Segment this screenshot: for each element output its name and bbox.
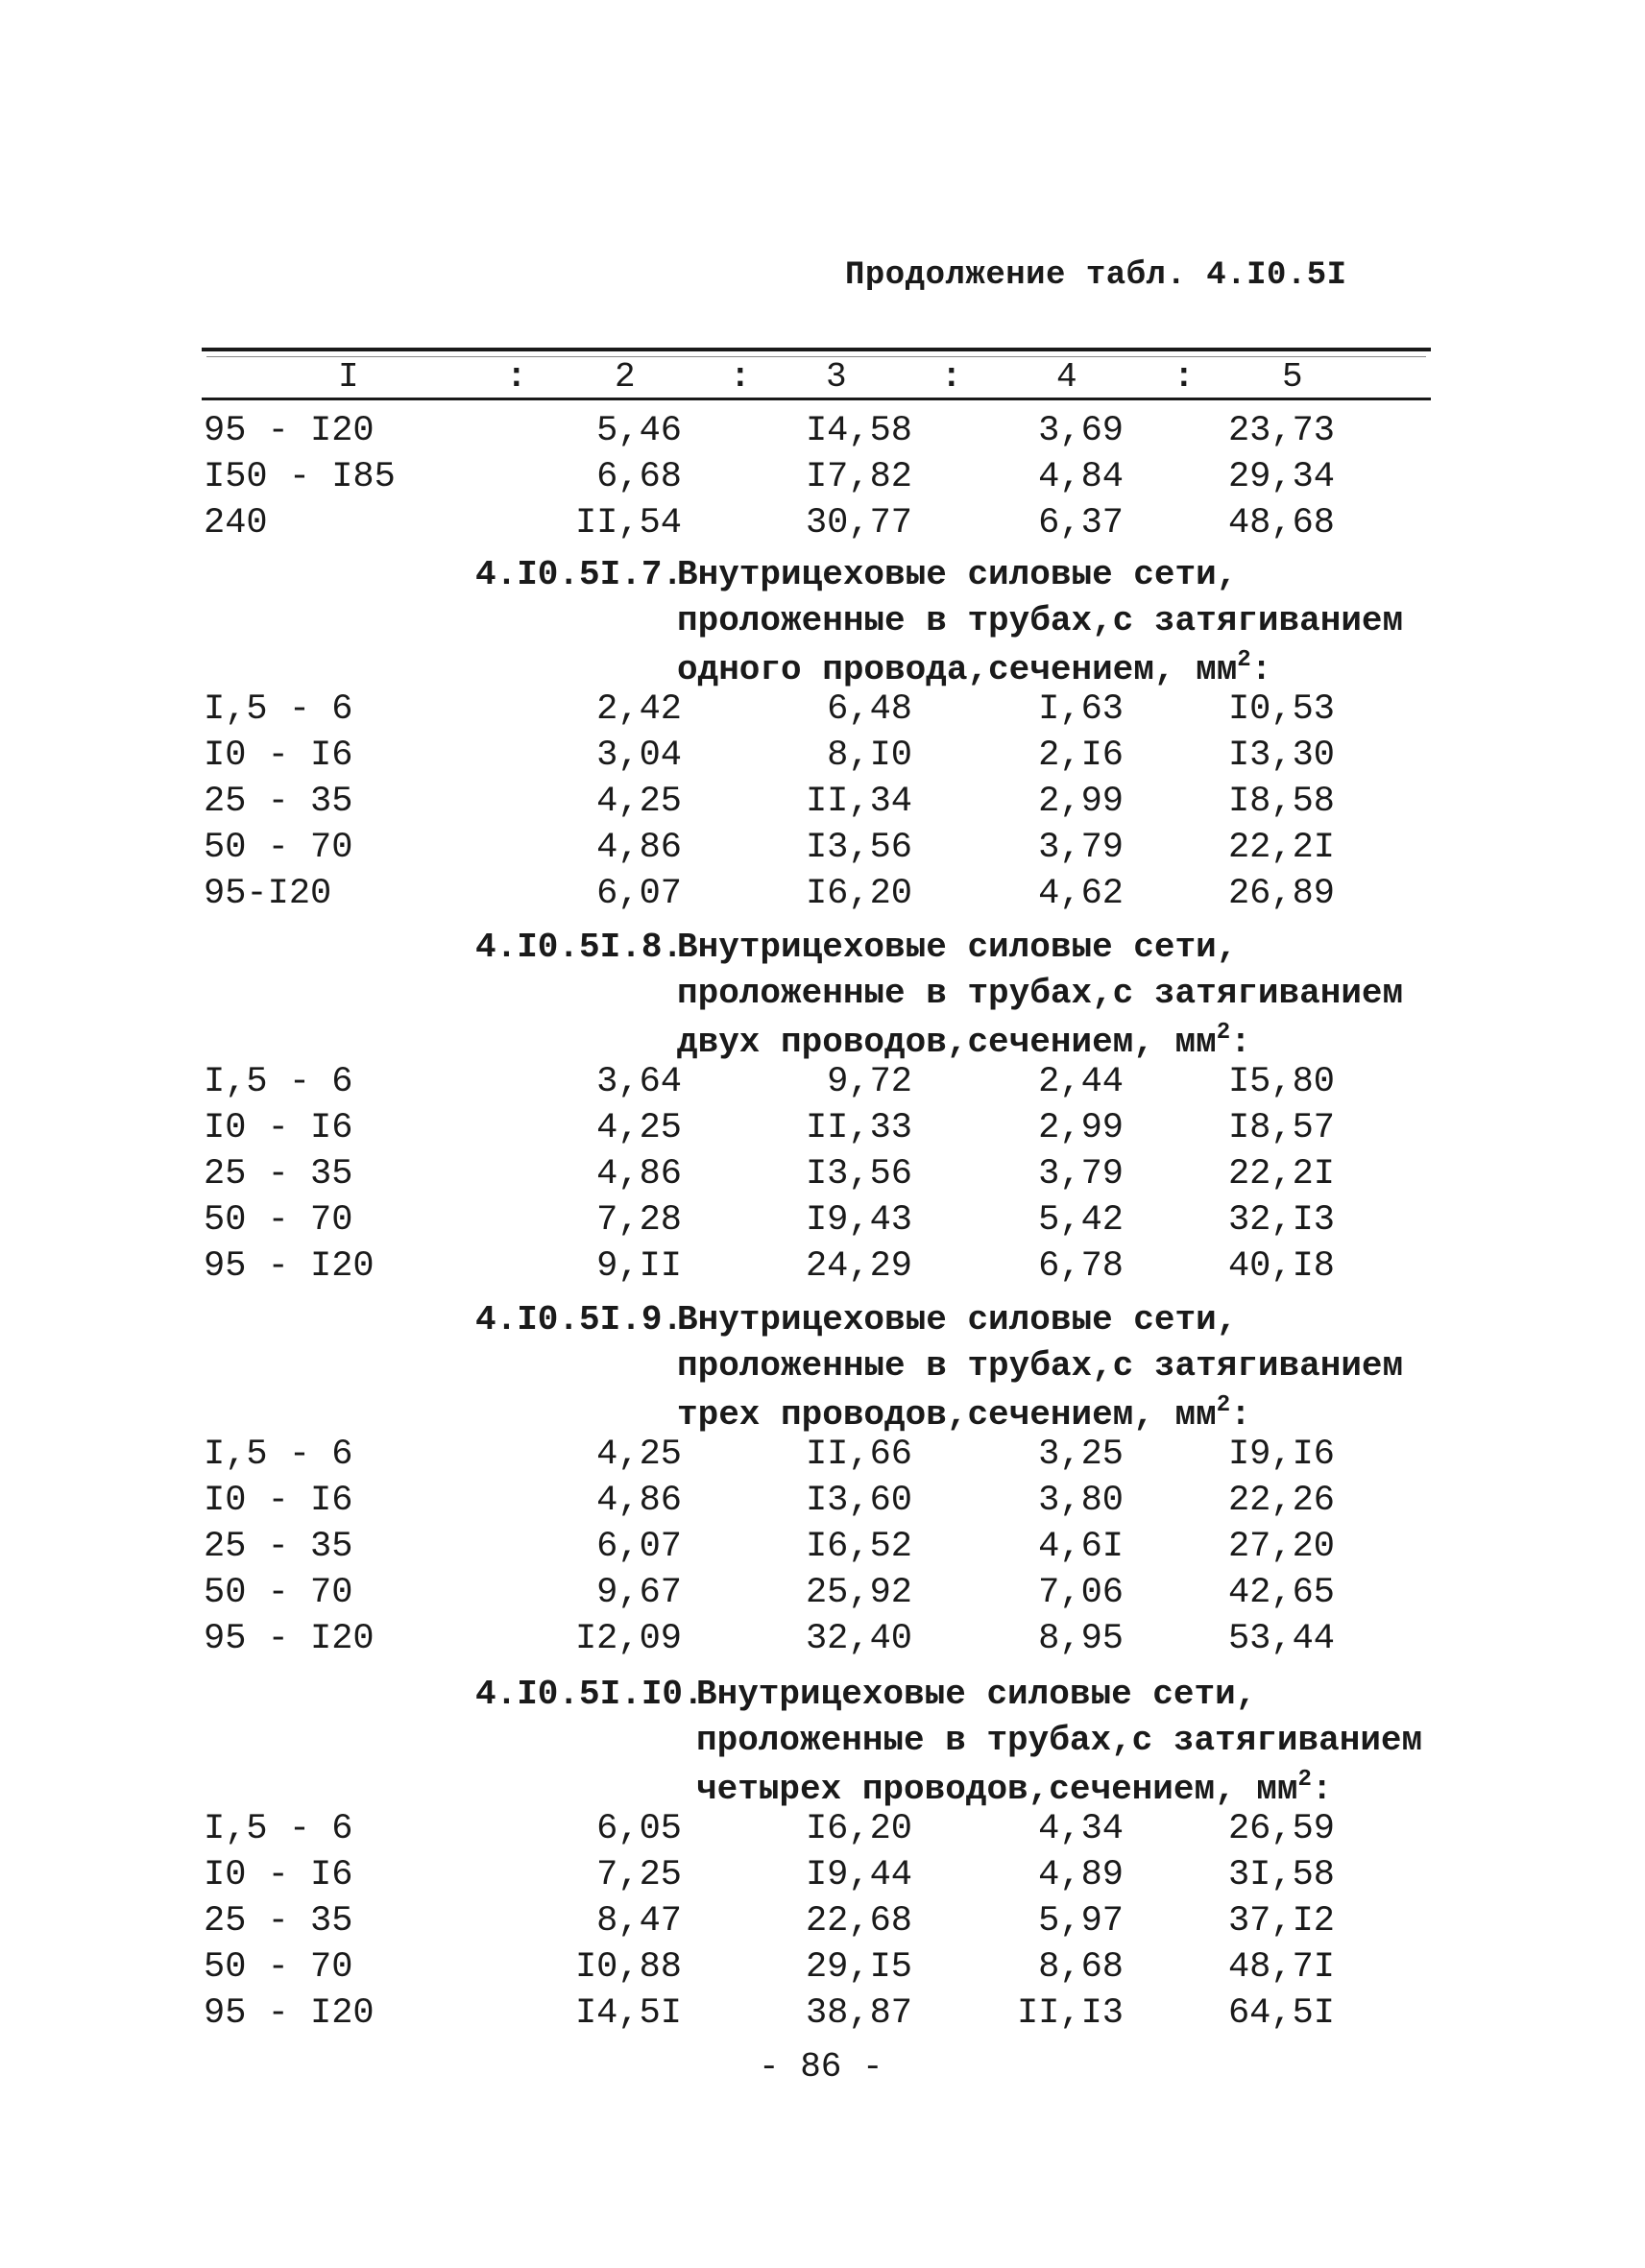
size-range-cell: I50 - I85 <box>204 457 396 497</box>
value-cell-col5: 53,44 <box>1227 1619 1335 1659</box>
value-cell-col4: 8,68 <box>1038 1947 1124 1988</box>
value-cell-col2: 9,II <box>596 1246 682 1287</box>
size-range-cell: I,5 - 6 <box>204 1809 353 1849</box>
size-range-cell: I0 - I6 <box>204 1481 353 1521</box>
section-title-line3 <box>677 1392 1251 1435</box>
table-row <box>0 411 1645 455</box>
value-cell-col4: 7,06 <box>1038 1573 1124 1613</box>
value-cell-col5: 48,68 <box>1227 503 1335 543</box>
value-cell-col3: I9,44 <box>805 1855 912 1895</box>
colon: : <box>1311 1770 1333 1809</box>
value-cell-col5: 22,26 <box>1227 1481 1335 1521</box>
size-range-cell: I0 - I6 <box>204 736 353 776</box>
section-title-line3 <box>677 1020 1251 1062</box>
value-cell-col2: 6,05 <box>596 1809 682 1849</box>
table-row <box>0 828 1645 872</box>
section-number: 4.I0.5I.7. <box>475 555 684 594</box>
superscript-2: 2 <box>1297 1767 1312 1793</box>
size-range-cell: 50 - 70 <box>204 1947 353 1988</box>
value-cell-col2: I0,88 <box>574 1947 682 1988</box>
value-cell-col5: 40,I8 <box>1227 1246 1335 1287</box>
column-header-2: 2 <box>615 357 636 397</box>
value-cell-col3: I3,56 <box>805 1154 912 1194</box>
value-cell-col3: II,66 <box>805 1435 912 1475</box>
table-row <box>0 736 1645 780</box>
value-cell-col3: 22,68 <box>805 1901 912 1942</box>
size-range-cell: 25 - 35 <box>204 782 353 822</box>
value-cell-col5: 29,34 <box>1227 457 1335 497</box>
superscript-2: 2 <box>1216 1020 1231 1046</box>
section-title-line2: проложенные в трубах,с затягиванием <box>677 974 1404 1013</box>
value-cell-col4: 2,99 <box>1038 782 1124 822</box>
value-cell-col4: 2,I6 <box>1038 736 1124 776</box>
value-cell-col3: 9,72 <box>827 1062 912 1102</box>
column-separator: : <box>730 357 751 397</box>
value-cell-col4: 3,79 <box>1038 1154 1124 1194</box>
value-cell-col5: I0,53 <box>1227 689 1335 730</box>
value-cell-col5: 23,73 <box>1227 411 1335 451</box>
size-range-cell: 50 - 70 <box>204 828 353 868</box>
section-title-line3 <box>677 647 1271 689</box>
value-cell-col4: 4,34 <box>1038 1809 1124 1849</box>
value-cell-col2: 4,25 <box>596 1108 682 1148</box>
value-cell-col5: 37,I2 <box>1227 1901 1335 1942</box>
value-cell-col5: 32,I3 <box>1227 1200 1335 1241</box>
section-number: 4.I0.5I.I0. <box>475 1675 704 1714</box>
value-cell-col4: 2,99 <box>1038 1108 1124 1148</box>
size-range-cell: I0 - I6 <box>204 1108 353 1148</box>
table-row <box>0 874 1645 918</box>
section-title-line2: проложенные в трубах,с затягиванием <box>696 1721 1423 1760</box>
section-title-line1: Внутрицеховые силовые сети, <box>696 1675 1257 1714</box>
column-separator: : <box>1173 357 1195 397</box>
column-header-1: I <box>338 357 359 397</box>
size-range-cell: I0 - I6 <box>204 1855 353 1895</box>
value-cell-col4: 5,42 <box>1038 1200 1124 1241</box>
table-top-rule <box>202 348 1431 351</box>
size-range-cell: 25 - 35 <box>204 1901 353 1942</box>
value-cell-col2: 4,86 <box>596 1154 682 1194</box>
size-range-cell: 25 - 35 <box>204 1154 353 1194</box>
table-row <box>0 1947 1645 1991</box>
value-cell-col4: 4,84 <box>1038 457 1124 497</box>
value-cell-col4: 4,89 <box>1038 1855 1124 1895</box>
value-cell-col5: 22,2I <box>1227 1154 1335 1194</box>
value-cell-col2: 3,64 <box>596 1062 682 1102</box>
size-range-cell: 240 <box>204 503 268 543</box>
table-row <box>0 1108 1645 1152</box>
value-cell-col3: 29,I5 <box>805 1947 912 1988</box>
value-cell-col5: I8,57 <box>1227 1108 1335 1148</box>
colon: : <box>1230 1395 1251 1435</box>
table-row <box>0 1993 1645 2038</box>
column-separator: : <box>941 357 962 397</box>
value-cell-col3: 25,92 <box>805 1573 912 1613</box>
value-cell-col2: 6,07 <box>596 1527 682 1567</box>
table-row <box>0 503 1645 547</box>
table-row <box>0 1200 1645 1244</box>
section-title-line1: Внутрицеховые силовые сети, <box>677 555 1238 594</box>
value-cell-col2: 7,28 <box>596 1200 682 1241</box>
value-cell-col3: II,34 <box>805 782 912 822</box>
value-cell-col4: 3,80 <box>1038 1481 1124 1521</box>
value-cell-col4: 3,79 <box>1038 828 1124 868</box>
section-title-line3-text: четырех проводов,сечением, мм <box>696 1770 1298 1809</box>
value-cell-col5: 22,2I <box>1227 828 1335 868</box>
section-number: 4.I0.5I.9. <box>475 1300 684 1339</box>
section-number: 4.I0.5I.8. <box>475 928 684 967</box>
value-cell-col2: 3,04 <box>596 736 682 776</box>
table-row <box>0 1246 1645 1291</box>
column-header-5: 5 <box>1282 357 1303 397</box>
value-cell-col3: I7,82 <box>805 457 912 497</box>
value-cell-col2: I4,5I <box>574 1993 682 2034</box>
value-cell-col3: I6,20 <box>805 874 912 914</box>
size-range-cell: 95 - I20 <box>204 1993 375 2034</box>
superscript-2: 2 <box>1237 647 1251 673</box>
value-cell-col2: 9,67 <box>596 1573 682 1613</box>
table-row <box>0 1435 1645 1479</box>
value-cell-col2: II,54 <box>574 503 682 543</box>
value-cell-col5: I5,80 <box>1227 1062 1335 1102</box>
size-range-cell: 95 - I20 <box>204 1619 375 1659</box>
value-cell-col3: I4,58 <box>805 411 912 451</box>
page-number: - 86 - <box>759 2047 883 2087</box>
value-cell-col2: I2,09 <box>574 1619 682 1659</box>
value-cell-col3: I3,56 <box>805 828 912 868</box>
value-cell-col4: 3,25 <box>1038 1435 1124 1475</box>
value-cell-col3: I6,20 <box>805 1809 912 1849</box>
value-cell-col5: 48,7I <box>1227 1947 1335 1988</box>
table-row <box>0 782 1645 826</box>
size-range-cell: 25 - 35 <box>204 1527 353 1567</box>
size-range-cell: 95 - I20 <box>204 411 375 451</box>
size-range-cell: 50 - 70 <box>204 1573 353 1613</box>
value-cell-col5: 26,89 <box>1227 874 1335 914</box>
section-title-line3-text: двух проводов,сечением, мм <box>677 1023 1217 1062</box>
value-cell-col2: 5,46 <box>596 411 682 451</box>
column-header-3: 3 <box>826 357 847 397</box>
value-cell-col3: 6,48 <box>827 689 912 730</box>
table-row <box>0 1855 1645 1899</box>
value-cell-col2: 6,07 <box>596 874 682 914</box>
value-cell-col5: 26,59 <box>1227 1809 1335 1849</box>
value-cell-col5: 64,5I <box>1227 1993 1335 2034</box>
value-cell-col3: 24,29 <box>805 1246 912 1287</box>
table-row <box>0 1527 1645 1571</box>
section-title-line2: проложенные в трубах,с затягиванием <box>677 1346 1404 1386</box>
value-cell-col5: 3I,58 <box>1227 1855 1335 1895</box>
value-cell-col5: 42,65 <box>1227 1573 1335 1613</box>
section-title-line1: Внутрицеховые силовые сети, <box>677 1300 1238 1339</box>
column-separator: : <box>506 357 527 397</box>
table-row <box>0 1901 1645 1945</box>
value-cell-col2: 4,25 <box>596 782 682 822</box>
colon: : <box>1250 650 1272 689</box>
value-cell-col3: 8,I0 <box>827 736 912 776</box>
table-row <box>0 689 1645 734</box>
value-cell-col3: II,33 <box>805 1108 912 1148</box>
value-cell-col4: 6,78 <box>1038 1246 1124 1287</box>
value-cell-col2: 2,42 <box>596 689 682 730</box>
value-cell-col3: 32,40 <box>805 1619 912 1659</box>
value-cell-col2: 7,25 <box>596 1855 682 1895</box>
superscript-2: 2 <box>1216 1392 1231 1418</box>
size-range-cell: I,5 - 6 <box>204 1062 353 1102</box>
value-cell-col5: I9,I6 <box>1227 1435 1335 1475</box>
column-header-4: 4 <box>1056 357 1077 397</box>
value-cell-col3: I6,52 <box>805 1527 912 1567</box>
table-row <box>0 1154 1645 1198</box>
section-title-line1: Внутрицеховые силовые сети, <box>677 928 1238 967</box>
size-range-cell: 95-I20 <box>204 874 332 914</box>
value-cell-col3: 30,77 <box>805 503 912 543</box>
value-cell-col2: 8,47 <box>596 1901 682 1942</box>
value-cell-col2: 4,25 <box>596 1435 682 1475</box>
table-row <box>0 1481 1645 1525</box>
colon: : <box>1230 1023 1251 1062</box>
value-cell-col4: 4,62 <box>1038 874 1124 914</box>
section-title-line3 <box>696 1767 1333 1809</box>
table-continuation-heading: Продолжение табл. 4.I0.5I <box>845 257 1347 294</box>
size-range-cell: 95 - I20 <box>204 1246 375 1287</box>
size-range-cell: I,5 - 6 <box>204 689 353 730</box>
value-cell-col4: 4,6I <box>1038 1527 1124 1567</box>
table-row <box>0 1619 1645 1663</box>
value-cell-col4: 6,37 <box>1038 503 1124 543</box>
value-cell-col5: I8,58 <box>1227 782 1335 822</box>
table-row <box>0 1573 1645 1617</box>
value-cell-col2: 6,68 <box>596 457 682 497</box>
value-cell-col4: II,I3 <box>1016 1993 1124 2034</box>
section-title-line3-text: одного провода,сечением, мм <box>677 650 1238 689</box>
value-cell-col2: 4,86 <box>596 1481 682 1521</box>
column-header-row <box>0 357 1645 396</box>
value-cell-col4: 2,44 <box>1038 1062 1124 1102</box>
value-cell-col3: I3,60 <box>805 1481 912 1521</box>
value-cell-col5: 27,20 <box>1227 1527 1335 1567</box>
size-range-cell: 50 - 70 <box>204 1200 353 1241</box>
value-cell-col4: 3,69 <box>1038 411 1124 451</box>
table-header-rule <box>202 398 1431 400</box>
value-cell-col5: I3,30 <box>1227 736 1335 776</box>
value-cell-col4: 8,95 <box>1038 1619 1124 1659</box>
value-cell-col3: 38,87 <box>805 1993 912 2034</box>
value-cell-col3: I9,43 <box>805 1200 912 1241</box>
section-title-line3-text: трех проводов,сечением, мм <box>677 1395 1217 1435</box>
table-row <box>0 1809 1645 1853</box>
value-cell-col2: 4,86 <box>596 828 682 868</box>
table-row <box>0 457 1645 501</box>
section-title-line2: проложенные в трубах,с затягиванием <box>677 601 1404 640</box>
size-range-cell: I,5 - 6 <box>204 1435 353 1475</box>
table-row <box>0 1062 1645 1106</box>
value-cell-col4: I,63 <box>1038 689 1124 730</box>
value-cell-col4: 5,97 <box>1038 1901 1124 1942</box>
